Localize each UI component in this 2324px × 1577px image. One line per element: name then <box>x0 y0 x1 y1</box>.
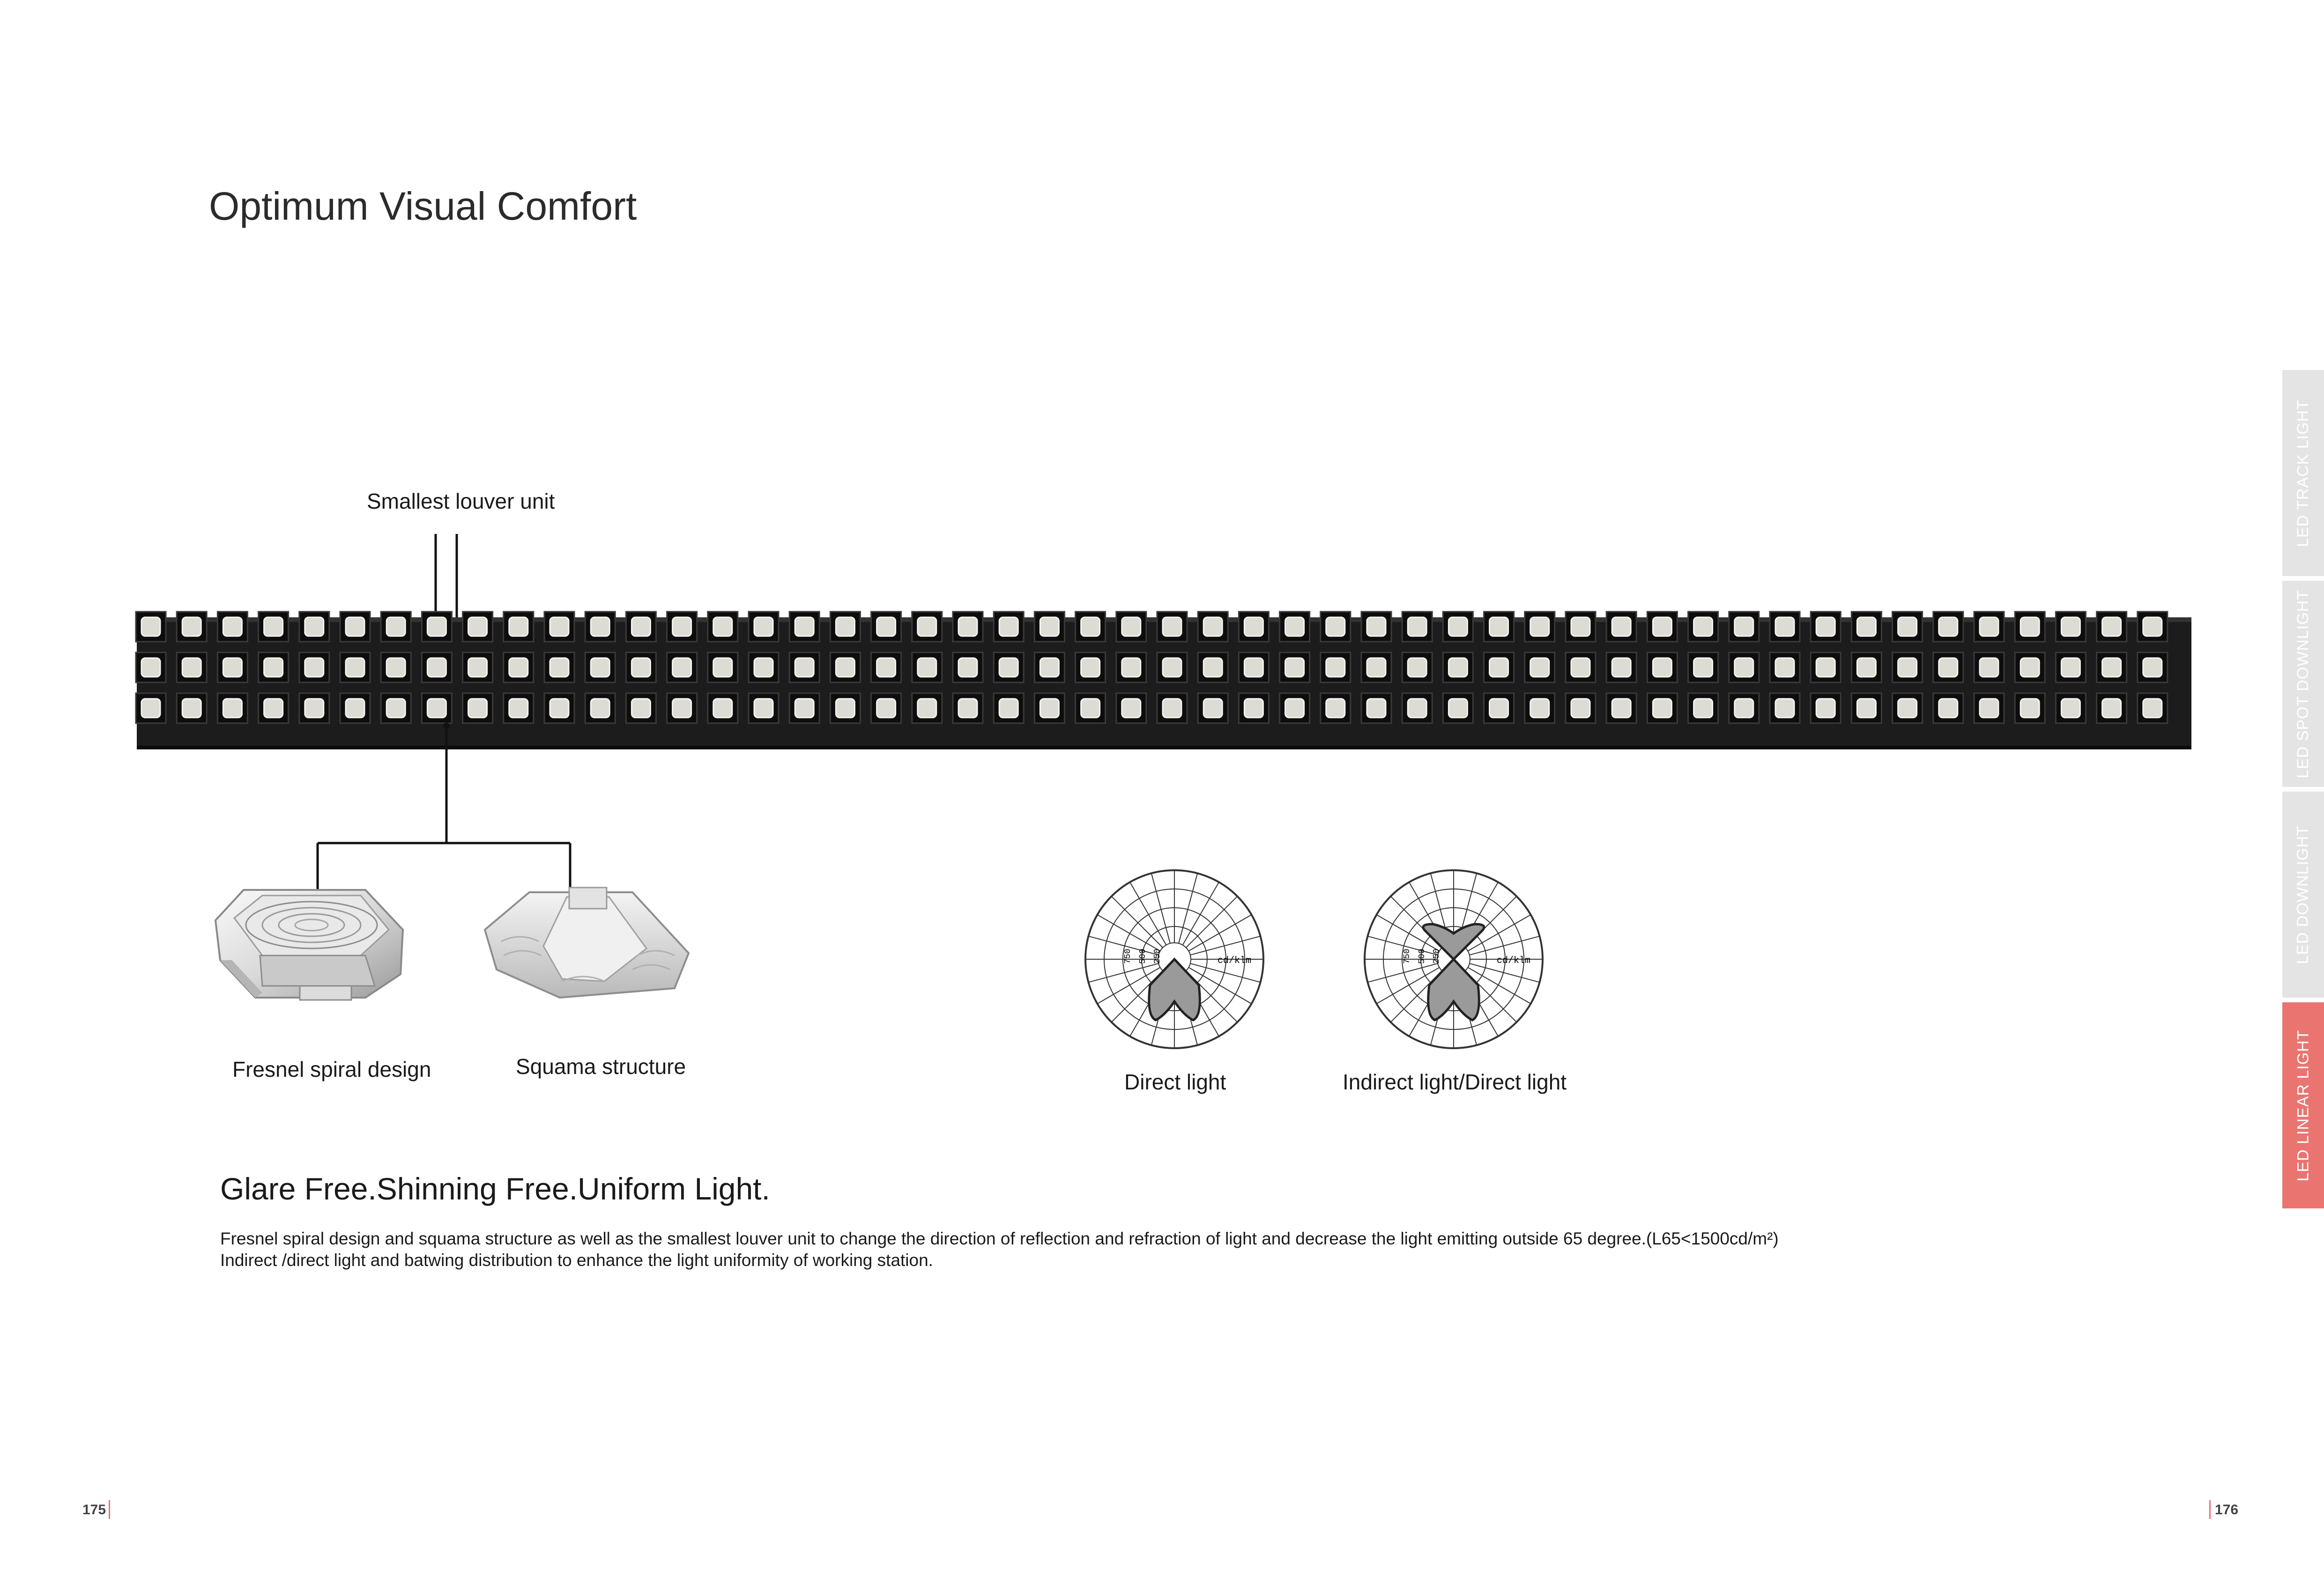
led-emitter <box>1203 699 1222 718</box>
led-emitter <box>1939 658 1958 677</box>
led-emitter <box>1448 699 1467 718</box>
led-emitter <box>673 699 691 718</box>
led-emitter <box>223 699 242 718</box>
side-tab-label: LED LINEAR LIGHT <box>2294 1029 2312 1181</box>
led-emitter <box>591 699 609 718</box>
led-emitter <box>958 658 977 677</box>
caption-indirect-light: Indirect light/Direct light <box>1343 1070 1567 1094</box>
headline: Glare Free.Shinning Free.Uniform Light. <box>220 1171 770 1206</box>
led-emitter <box>673 658 691 677</box>
led-emitter <box>958 699 977 718</box>
led-emitter <box>591 617 609 636</box>
side-tab-led-downlight[interactable] <box>2282 792 2324 998</box>
led-emitter <box>386 617 405 636</box>
body-paragraph-line-2: Indirect /direct light and batwing distribution to enhance the light uniformity of working station. <box>220 1251 933 1270</box>
led-emitter <box>1122 617 1141 636</box>
led-emitter <box>1857 658 1876 677</box>
led-emitter <box>1571 658 1590 677</box>
led-emitter <box>550 658 569 677</box>
led-emitter <box>1081 617 1100 636</box>
fresnel-lens-image <box>215 890 403 1000</box>
side-tab-label: LED TRACK LIGHT <box>2294 399 2312 547</box>
led-emitter <box>1081 699 1100 718</box>
led-emitter <box>346 658 364 677</box>
led-emitter <box>509 699 528 718</box>
led-emitter <box>1081 658 1100 677</box>
led-emitter <box>1653 617 1671 636</box>
led-emitter <box>1857 699 1876 718</box>
led-emitter <box>2143 658 2162 677</box>
led-emitter <box>836 699 854 718</box>
led-emitter <box>468 617 487 636</box>
led-emitter <box>427 699 446 718</box>
led-emitter <box>1857 617 1876 636</box>
led-emitter <box>305 658 324 677</box>
led-emitter <box>999 617 1018 636</box>
led-emitter <box>1326 658 1345 677</box>
body-paragraph-line-1: Fresnel spiral design and squama structure as well as the smallest louver unit to change the direction of reflection and refraction of light and decrease the light emitting outside 65 degree.(L65<1500cd/m²) <box>220 1229 1779 1248</box>
led-emitter <box>550 617 569 636</box>
led-emitter <box>631 699 650 718</box>
led-emitter <box>836 658 854 677</box>
led-emitter <box>918 658 936 677</box>
led-emitter <box>182 699 201 718</box>
led-emitter <box>1408 699 1426 718</box>
led-emitter <box>427 617 446 636</box>
led-emitter <box>346 617 364 636</box>
led-emitter <box>754 658 773 677</box>
led-emitter <box>836 617 854 636</box>
caption-direct-light: Direct light <box>1124 1070 1226 1094</box>
led-emitter <box>2020 699 2039 718</box>
led-emitter <box>1653 658 1671 677</box>
led-emitter <box>1816 658 1835 677</box>
led-emitter <box>999 658 1018 677</box>
led-emitter <box>1694 699 1713 718</box>
led-emitter <box>1244 658 1263 677</box>
led-emitter <box>1040 658 1059 677</box>
led-emitter <box>1203 617 1222 636</box>
led-emitter <box>999 699 1018 718</box>
led-emitter <box>1939 699 1958 718</box>
led-emitter <box>1939 617 1958 636</box>
led-emitter <box>550 699 569 718</box>
ring-label-750: 750 <box>1123 948 1133 964</box>
led-emitter <box>141 617 160 636</box>
led-emitter <box>1163 699 1181 718</box>
unit-label: cd/klm <box>1497 955 1531 966</box>
led-emitter <box>1612 658 1631 677</box>
strip-bottom-edge <box>137 746 2191 749</box>
side-tab-led-spot-downlight[interactable] <box>2282 581 2324 787</box>
led-emitter <box>141 699 160 718</box>
led-emitter <box>264 617 283 636</box>
led-emitter <box>1490 617 1508 636</box>
led-emitter <box>1490 699 1508 718</box>
led-emitter <box>1203 658 1222 677</box>
led-emitter <box>2020 658 2039 677</box>
led-emitter <box>1612 617 1631 636</box>
led-emitter <box>141 658 160 677</box>
unit-label: cd/klm <box>1218 955 1252 966</box>
led-emitter <box>631 658 650 677</box>
led-emitter <box>673 617 691 636</box>
led-emitter <box>1367 699 1386 718</box>
led-emitter <box>1571 617 1590 636</box>
led-emitter <box>1530 617 1549 636</box>
page-title: Optimum Visual Comfort <box>209 184 637 228</box>
led-emitter <box>1694 617 1713 636</box>
led-emitter <box>1980 699 1998 718</box>
led-emitter <box>264 658 283 677</box>
led-emitter <box>1775 699 1794 718</box>
led-louver-strip <box>136 612 2191 749</box>
led-emitter <box>1775 617 1794 636</box>
page-number-divider-left <box>109 1500 110 1519</box>
led-emitter <box>1367 617 1386 636</box>
led-emitter <box>223 658 242 677</box>
led-emitter <box>264 699 283 718</box>
ring-label-250: 250 <box>1432 948 1441 964</box>
caption-squama: Squama structure <box>516 1054 686 1079</box>
led-emitter <box>1244 699 1263 718</box>
led-emitter <box>182 617 201 636</box>
led-emitter <box>1775 658 1794 677</box>
led-emitter <box>1244 617 1263 636</box>
ring-label-500: 500 <box>1138 948 1148 964</box>
led-emitter <box>2020 617 2039 636</box>
led-emitter <box>509 617 528 636</box>
led-emitter <box>877 699 896 718</box>
led-emitter <box>877 617 896 636</box>
led-emitter <box>1571 699 1590 718</box>
led-emitter <box>795 617 814 636</box>
led-emitter <box>2102 699 2121 718</box>
led-emitter <box>754 617 773 636</box>
led-emitter <box>509 658 528 677</box>
side-tab-led-track-light[interactable] <box>2282 370 2324 576</box>
led-emitter <box>468 699 487 718</box>
led-emitter <box>1530 699 1549 718</box>
led-emitter <box>1367 658 1386 677</box>
led-emitter <box>713 699 732 718</box>
led-emitter <box>1122 699 1141 718</box>
led-emitter <box>2061 699 2080 718</box>
led-emitter <box>1163 658 1181 677</box>
led-emitter <box>346 699 364 718</box>
led-emitter <box>2061 658 2080 677</box>
led-emitter <box>1735 658 1753 677</box>
led-emitter <box>1408 658 1426 677</box>
led-emitter <box>1448 658 1467 677</box>
side-tab-label: LED DOWNLIGHT <box>2294 825 2312 964</box>
led-emitter <box>1735 617 1753 636</box>
led-emitter <box>1612 699 1631 718</box>
led-emitter <box>1980 617 1998 636</box>
led-emitter <box>468 658 487 677</box>
led-emitter <box>1898 699 1917 718</box>
led-emitter <box>223 617 242 636</box>
led-emitter <box>1898 658 1917 677</box>
led-emitter <box>877 658 896 677</box>
led-emitter <box>1980 658 1998 677</box>
side-tab-label: LED SPOT DOWNLIGHT <box>2294 589 2312 778</box>
led-emitter <box>918 699 936 718</box>
caption-fresnel: Fresnel spiral design <box>232 1057 431 1081</box>
led-emitter <box>631 617 650 636</box>
louver-unit-label: Smallest louver unit <box>367 489 555 513</box>
polar-diagram-direct <box>1085 870 1263 1048</box>
led-emitter <box>2143 617 2162 636</box>
led-emitter <box>1326 699 1345 718</box>
ring-label-500: 500 <box>1418 948 1427 964</box>
led-emitter <box>713 617 732 636</box>
led-emitter <box>1040 699 1059 718</box>
led-emitter <box>1816 699 1835 718</box>
page-number-divider-right <box>2209 1500 2211 1519</box>
led-emitter <box>1285 617 1304 636</box>
led-emitter <box>2143 699 2162 718</box>
led-emitter <box>1285 699 1304 718</box>
led-emitter <box>1490 658 1508 677</box>
led-emitter <box>795 699 814 718</box>
squama-lens-image <box>485 888 689 998</box>
page-number-right: 176 <box>2215 1502 2239 1518</box>
led-emitter <box>1653 699 1671 718</box>
led-emitter <box>427 658 446 677</box>
led-emitter <box>305 699 324 718</box>
led-emitter <box>386 699 405 718</box>
led-emitter <box>754 699 773 718</box>
led-emitter <box>2102 658 2121 677</box>
led-emitter <box>918 617 936 636</box>
led-emitter <box>795 658 814 677</box>
led-emitter <box>1898 617 1917 636</box>
led-emitter <box>1530 658 1549 677</box>
led-emitter <box>182 658 201 677</box>
led-emitter <box>305 617 324 636</box>
led-emitter <box>1816 617 1835 636</box>
led-emitter <box>2102 617 2121 636</box>
led-emitter <box>386 658 405 677</box>
led-emitter <box>1735 699 1753 718</box>
led-emitter <box>2061 617 2080 636</box>
led-emitter <box>1163 617 1181 636</box>
led-emitter <box>958 617 977 636</box>
ring-label-250: 250 <box>1153 948 1162 964</box>
ring-label-750: 750 <box>1403 948 1412 964</box>
led-emitter <box>1326 617 1345 636</box>
led-emitter <box>1122 658 1141 677</box>
led-emitter <box>1285 658 1304 677</box>
led-emitter <box>591 658 609 677</box>
led-emitter <box>1408 617 1426 636</box>
led-emitter <box>1694 658 1713 677</box>
page-number-left: 175 <box>82 1502 106 1518</box>
polar-diagram-indirect <box>1365 870 1543 1048</box>
led-emitter <box>1040 617 1059 636</box>
led-emitter <box>1448 617 1467 636</box>
side-tab-led-linear-light[interactable] <box>2282 1002 2324 1208</box>
led-emitter <box>713 658 732 677</box>
